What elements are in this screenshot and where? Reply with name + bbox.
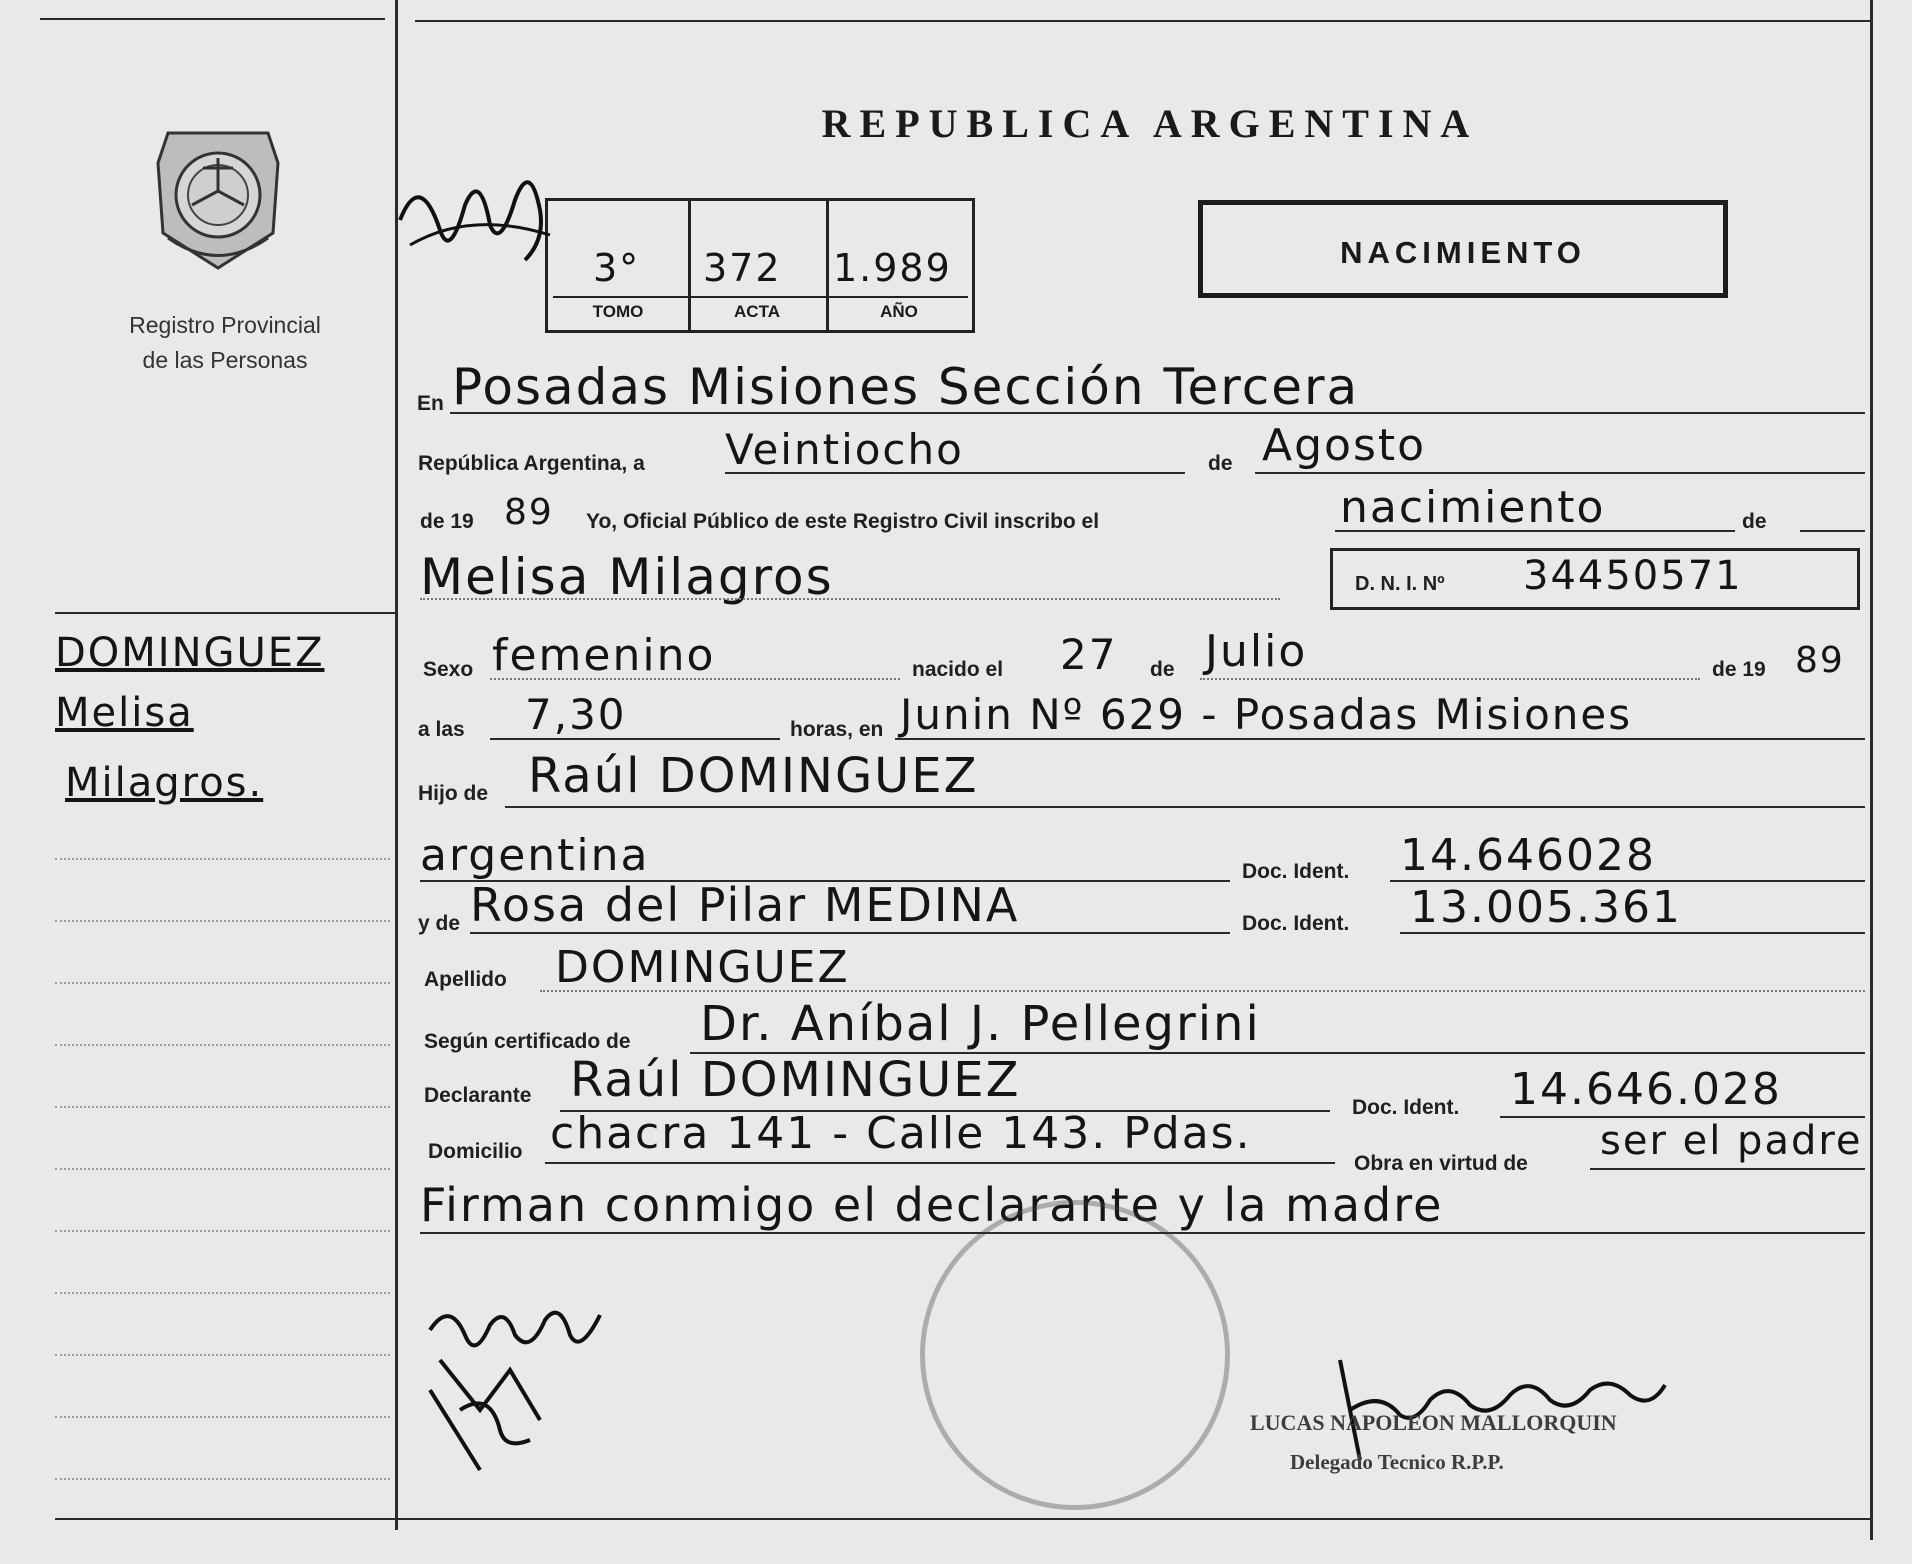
label-doc-ident-1: Doc. Ident. xyxy=(1242,860,1350,883)
side-dotted-line xyxy=(55,982,390,984)
value-lugar-nacimiento: Junin Nº 629 - Posadas Misiones xyxy=(900,690,1633,739)
label-de-mes: de xyxy=(1208,452,1233,475)
value-madre: Rosa del Pilar MEDINA xyxy=(470,878,1020,932)
value-nacido-year-suffix: 89 xyxy=(1795,640,1845,681)
value-mes: Agosto xyxy=(1262,420,1427,471)
value-nacido-dia: 27 xyxy=(1060,630,1118,679)
side-dotted-line xyxy=(55,1106,390,1108)
side-dotted-line xyxy=(55,858,390,860)
value-firma-nota: Firman conmigo el declarante y la madre xyxy=(420,1178,1444,1232)
country-title: REPUBLICA ARGENTINA xyxy=(821,101,1479,146)
value-hora: 7,30 xyxy=(525,690,627,739)
side-dotted-line xyxy=(55,1416,390,1418)
label-a-las: a las xyxy=(418,718,465,741)
top-right-rule xyxy=(415,20,1870,22)
value-year-suffix: 89 xyxy=(504,492,554,533)
label-en: En xyxy=(417,392,444,415)
label-dni: D. N. I. Nº xyxy=(1355,573,1445,595)
mother-signature xyxy=(420,1380,550,1480)
ledger-acta-label: ACTA xyxy=(734,302,780,321)
value-tipo: nacimiento xyxy=(1340,482,1606,533)
side-dotted-line xyxy=(55,1478,390,1480)
value-doc-padre: 14.646028 xyxy=(1400,830,1656,881)
label-horas-en: horas, en xyxy=(790,718,884,741)
label-de-1989: de 19 xyxy=(1712,658,1766,681)
label-de-year: de 19 xyxy=(420,510,474,533)
label-domicilio: Domicilio xyxy=(428,1140,523,1163)
top-left-rule xyxy=(40,18,385,20)
label-declarante: Declarante xyxy=(424,1084,532,1107)
ledger-tomo-value: 3° xyxy=(593,246,641,290)
label-de-mes2: de xyxy=(1150,658,1175,681)
value-lugar: Posadas Misiones Sección Tercera xyxy=(452,358,1360,416)
registry-seal xyxy=(148,123,288,273)
side-dotted-line xyxy=(55,1230,390,1232)
bottom-rule xyxy=(55,1518,1870,1520)
stamp-name: LUCAS NAPOLEON MALLORQUIN xyxy=(1250,1410,1617,1435)
official-stamp-circle xyxy=(920,1200,1230,1510)
stamp-title: Delegado Tecnico R.P.P. xyxy=(1290,1450,1504,1474)
value-medico: Dr. Aníbal J. Pellegrini xyxy=(700,996,1261,1052)
value-dia: Veintiocho xyxy=(725,425,964,474)
label-obra: Obra en virtud de xyxy=(1354,1152,1528,1175)
value-nacido-mes: Julio xyxy=(1205,626,1308,677)
side-note-name: Melisa xyxy=(55,690,194,736)
record-type-title: NACIMIENTO xyxy=(1340,235,1586,270)
value-obra: ser el padre xyxy=(1600,1118,1863,1164)
value-declarante: Raúl DOMINGUEZ xyxy=(570,1052,1021,1108)
registry-name-line2: de las Personas xyxy=(142,347,308,373)
side-dotted-line xyxy=(55,1354,390,1356)
value-domicilio: chacra 141 - Calle 143. Pdas. xyxy=(550,1108,1252,1159)
ledger-acta-value: 372 xyxy=(703,246,782,290)
registrar-initials-signature xyxy=(390,150,560,290)
value-doc-declarante: 14.646.028 xyxy=(1510,1064,1782,1115)
label-republica: República Argentina, a xyxy=(418,452,645,475)
dni-box xyxy=(1330,548,1860,610)
seal-emblem-icon xyxy=(148,123,288,273)
value-apellido: DOMINGUEZ xyxy=(555,942,850,993)
side-dotted-line xyxy=(55,1168,390,1170)
label-de-after: de xyxy=(1742,510,1767,533)
right-border xyxy=(1870,0,1873,1540)
label-y-de: y de xyxy=(418,912,461,935)
label-yo-oficial: Yo, Oficial Público de este Registro Civil inscribo el xyxy=(586,510,1100,533)
side-note-second-name: Milagros. xyxy=(65,760,264,806)
ledger-ano-label: AÑO xyxy=(880,302,918,321)
value-dni: 34450571 xyxy=(1523,553,1743,599)
side-dotted-line xyxy=(55,1044,390,1046)
ledger-tomo-label: TOMO xyxy=(592,302,644,321)
value-padre: Raúl DOMINGUEZ xyxy=(528,748,979,804)
label-hijo-de: Hijo de xyxy=(418,782,489,805)
value-nacionalidad: argentina xyxy=(420,830,650,881)
value-nombre: Melisa Milagros xyxy=(420,548,834,606)
value-doc-madre: 13.005.361 xyxy=(1410,882,1682,933)
label-doc-ident-2: Doc. Ident. xyxy=(1242,912,1350,935)
side-dotted-line xyxy=(55,920,390,922)
label-doc-ident-3: Doc. Ident. xyxy=(1352,1096,1460,1119)
label-segun: Según certificado de xyxy=(424,1030,631,1053)
label-sexo: Sexo xyxy=(423,658,474,681)
label-nacido-el: nacido el xyxy=(912,658,1004,681)
label-apellido: Apellido xyxy=(424,968,507,991)
side-note-surname: DOMINGUEZ xyxy=(55,630,325,676)
registry-name-line1: Registro Provincial xyxy=(129,312,321,338)
ledger-box xyxy=(545,198,975,333)
left-mid-rule xyxy=(55,612,395,614)
record-type-box xyxy=(1198,200,1728,298)
officer-signature xyxy=(1320,1330,1680,1470)
side-dotted-line xyxy=(55,1292,390,1294)
ledger-ano-value: 1.989 xyxy=(833,246,952,290)
value-sexo: femenino xyxy=(492,630,716,681)
